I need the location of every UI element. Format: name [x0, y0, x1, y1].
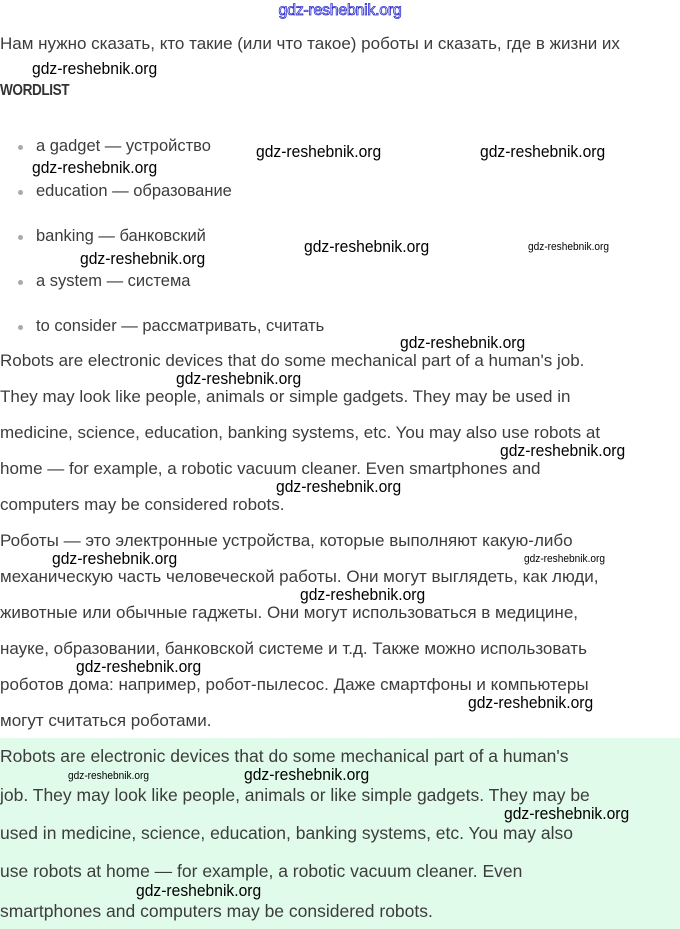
paragraph-line: used in medicine, science, education, banking systems, etc. You may also	[0, 823, 573, 843]
list-item: banking — банковский	[36, 227, 206, 245]
paragraph-line: Robots are electronic devices that do some mechanical part of a human's job.	[0, 351, 585, 370]
watermark: gdz-reshebnik.org	[524, 553, 606, 565]
paragraph-line: computers may be considered robots.	[0, 495, 285, 514]
watermark: gdz-reshebnik.org	[276, 477, 402, 496]
paragraph-line: Robots are electronic devices that do some mechanical part of a human's	[0, 746, 569, 766]
watermark: gdz-reshebnik.org	[244, 765, 370, 784]
bullet-icon	[18, 280, 23, 285]
list-item: education — образование	[36, 182, 232, 200]
watermark: gdz-reshebnik.org	[400, 333, 526, 352]
watermark: gdz-reshebnik.org	[80, 249, 206, 268]
bullet-icon	[18, 145, 23, 150]
watermark: gdz-reshebnik.org	[480, 142, 606, 161]
watermark: gdz-reshebnik.org	[300, 585, 426, 604]
bullet-icon	[18, 325, 23, 330]
watermark: gdz-reshebnik.org	[500, 441, 626, 460]
watermark: gdz-reshebnik.org	[32, 59, 158, 78]
watermark: gdz-reshebnik.org	[52, 549, 178, 568]
watermark: gdz-reshebnik.org	[256, 142, 382, 161]
paragraph-line: Роботы — это электронные устройства, которые выполняют какую-либо	[0, 531, 573, 550]
paragraph-line: механическую часть человеческой работы. Они могут выглядеть, как люди,	[0, 567, 599, 586]
watermark: gdz-reshebnik.org	[528, 241, 610, 253]
paragraph-line: науке, образовании, банковской системе и т.д. Также можно использовать	[0, 639, 587, 658]
watermark: gdz-reshebnik.org	[32, 158, 158, 177]
watermark: gdz-reshebnik.org	[304, 237, 430, 256]
paragraph-line: могут считаться роботами.	[0, 711, 212, 730]
top-watermark: gdz-reshebnik.org	[278, 2, 402, 19]
paragraph-line: They may look like people, animals or simple gadgets. They may be used in	[0, 387, 571, 406]
watermark: gdz-reshebnik.org	[504, 804, 630, 823]
watermark: gdz-reshebnik.org	[468, 693, 594, 712]
paragraph-line: home — for example, a robotic vacuum cleaner. Even smartphones and	[0, 459, 541, 478]
intro-text: Нам нужно сказать, кто такие (или что такое) роботы и сказать, где в жизни их	[0, 34, 620, 53]
paragraph-line: use robots at home — for example, a robotic vacuum cleaner. Even	[0, 861, 523, 881]
paragraph-line: роботов дома: например, робот-пылесос. Даже смартфоны и компьютеры	[0, 675, 589, 694]
watermark: gdz-reshebnik.org	[136, 881, 262, 900]
bullet-icon	[18, 190, 23, 195]
paragraph-line: smartphones and computers may be considered robots.	[0, 901, 433, 921]
list-item: a system — система	[36, 272, 191, 290]
list-item: a gadget — устройство	[36, 137, 211, 155]
watermark: gdz-reshebnik.org	[68, 770, 150, 782]
watermark: gdz-reshebnik.org	[176, 369, 302, 388]
list-item: to consider — рассматривать, считать	[36, 317, 325, 335]
wordlist-heading: WORDLIST	[0, 82, 70, 99]
paragraph-line: животные или обычные гаджеты. Они могут использоваться в медицине,	[0, 603, 578, 622]
paragraph-line: medicine, science, education, banking systems, etc. You may also use robots at	[0, 423, 601, 442]
paragraph-line: job. They may look like people, animals or like simple gadgets. They may be	[0, 785, 590, 805]
watermark: gdz-reshebnik.org	[76, 657, 202, 676]
bullet-icon	[18, 235, 23, 240]
